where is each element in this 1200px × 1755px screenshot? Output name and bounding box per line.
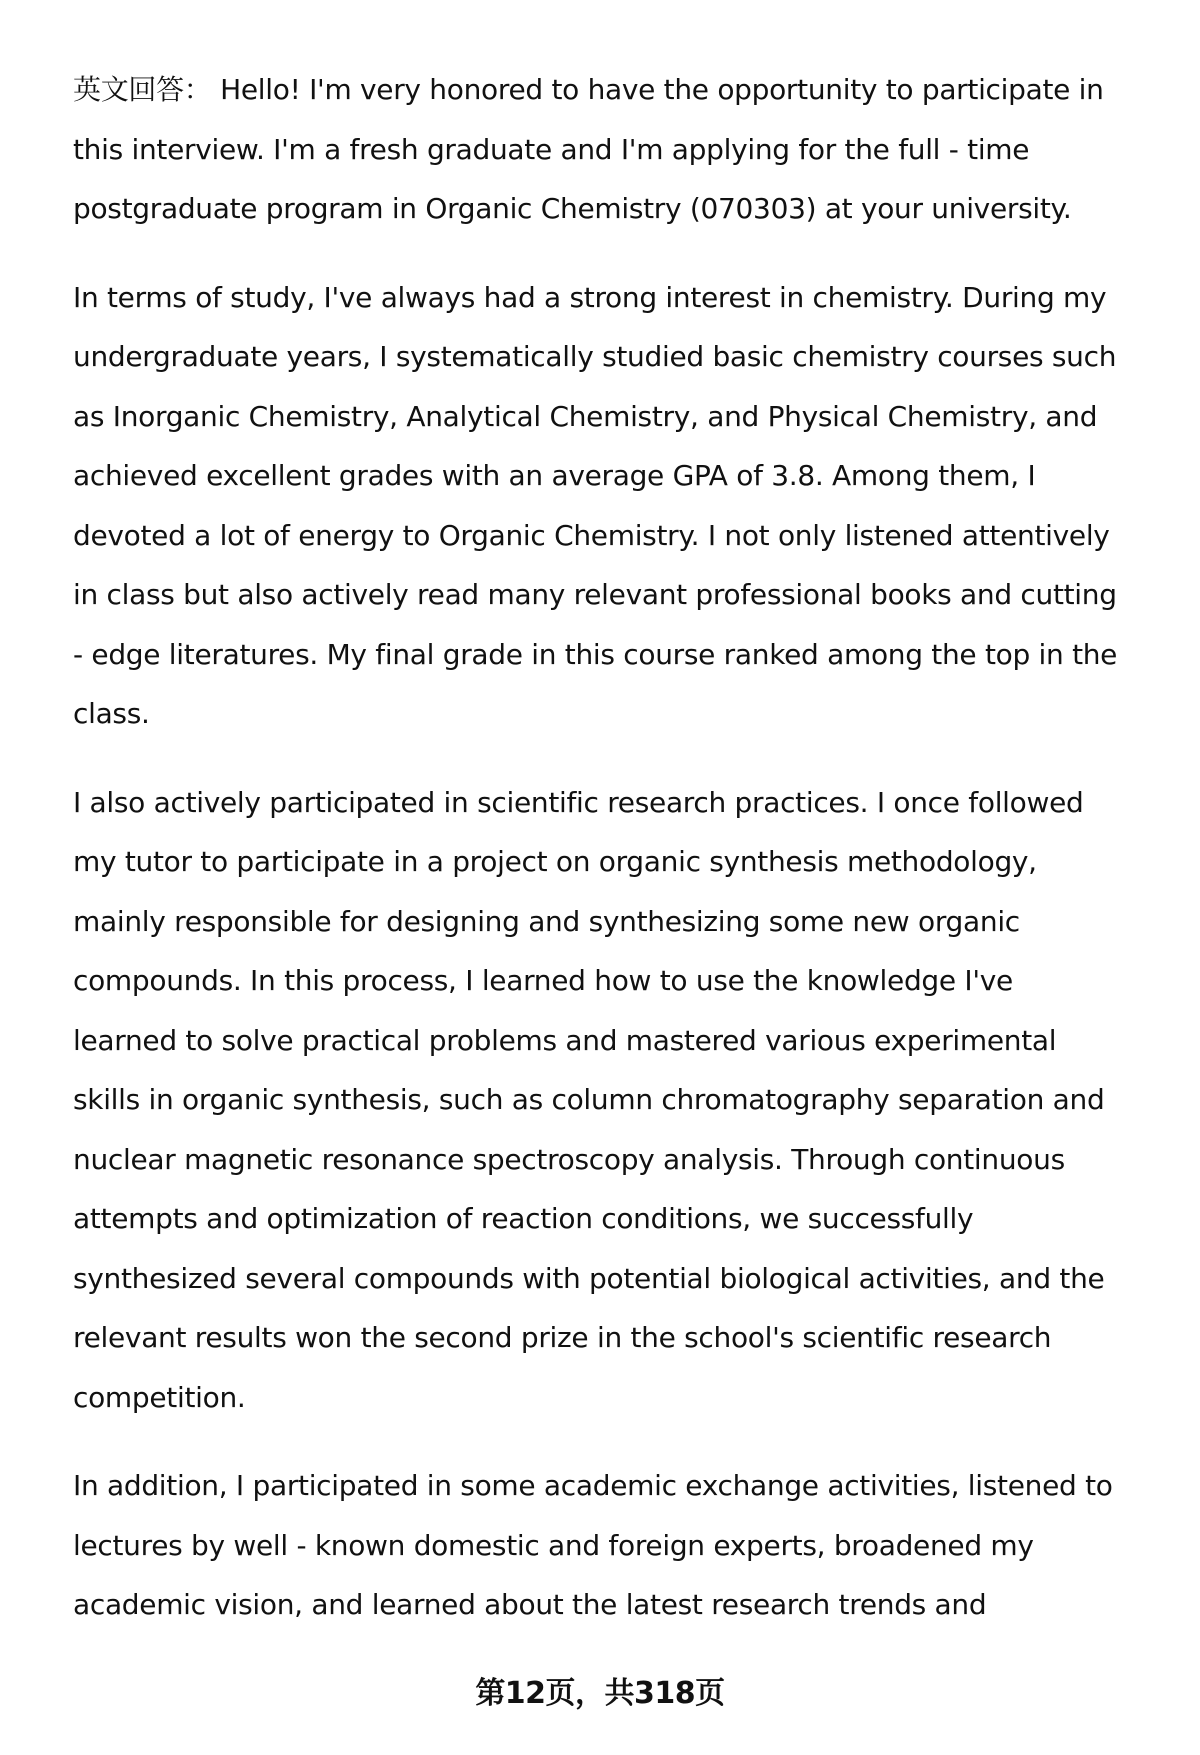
text-line: attempts and optimization of reaction conditions, we successfully: [73, 1202, 974, 1235]
text-line: skills in organic synthesis, such as column chromatography separation and: [73, 1083, 1105, 1116]
text-line: achieved excellent grades with an average GPA of 3.8. Among them, I: [73, 459, 1036, 492]
text-line: postgraduate program in Organic Chemistry (070303) at your university.: [73, 192, 1072, 225]
paragraph: [73, 1456, 1183, 1635]
text-line: relevant results won the second prize in the school's scientific research: [73, 1321, 1052, 1354]
paragraph: [73, 60, 1183, 239]
text-line: 英文回答： Hello! I'm very honored to have the opportunity to participate in: [73, 73, 1104, 106]
text-line: as Inorganic Chemistry, Analytical Chemistry, and Physical Chemistry, and: [73, 399, 1098, 433]
text-line: compounds. In this process, I learned how to use the knowledge I've: [73, 964, 1013, 997]
text-line: class.: [73, 697, 150, 730]
text-line: - edge literatures. My final grade in this course ranked among the top in the: [73, 637, 1118, 671]
document-body: [73, 60, 1183, 1664]
text-line: nuclear magnetic resonance spectroscopy analysis. Through continuous: [73, 1142, 1065, 1176]
text-line: in class but also actively read many relevant professional books and cutting: [73, 578, 1117, 611]
text-line: synthesized several compounds with potential biological activities, and the: [73, 1261, 1105, 1295]
text-line: my tutor to participate in a project on organic synthesis methodology,: [73, 845, 1037, 878]
text-line: devoted a lot of energy to Organic Chemistry. I not only listened attentively: [73, 518, 1110, 552]
text-line: learned to solve practical problems and mastered various experimental: [73, 1023, 1057, 1057]
text-line: undergraduate years, I systematically studied basic chemistry courses such: [73, 340, 1117, 373]
text-line: academic vision, and learned about the latest research trends and: [73, 1588, 987, 1621]
paragraph: [73, 268, 1183, 744]
text-line: In addition, I participated in some academic exchange activities, listened to: [73, 1469, 1113, 1502]
page-number: 第12页，共318页: [475, 1676, 725, 1711]
text-line: mainly responsible for designing and synthesizing some new organic: [73, 904, 1020, 938]
paragraph: [73, 773, 1183, 1428]
text-line: this interview. I'm a fresh graduate and I'm applying for the full - time: [73, 132, 1030, 166]
text-line: In terms of study, I've always had a strong interest in chemistry. During my: [73, 280, 1107, 314]
text-line: lectures by well - known domestic and foreign experts, broadened my: [73, 1528, 1034, 1562]
text-line: I also actively participated in scientific research practices. I once followed: [73, 785, 1084, 819]
text-line: competition.: [73, 1380, 246, 1414]
